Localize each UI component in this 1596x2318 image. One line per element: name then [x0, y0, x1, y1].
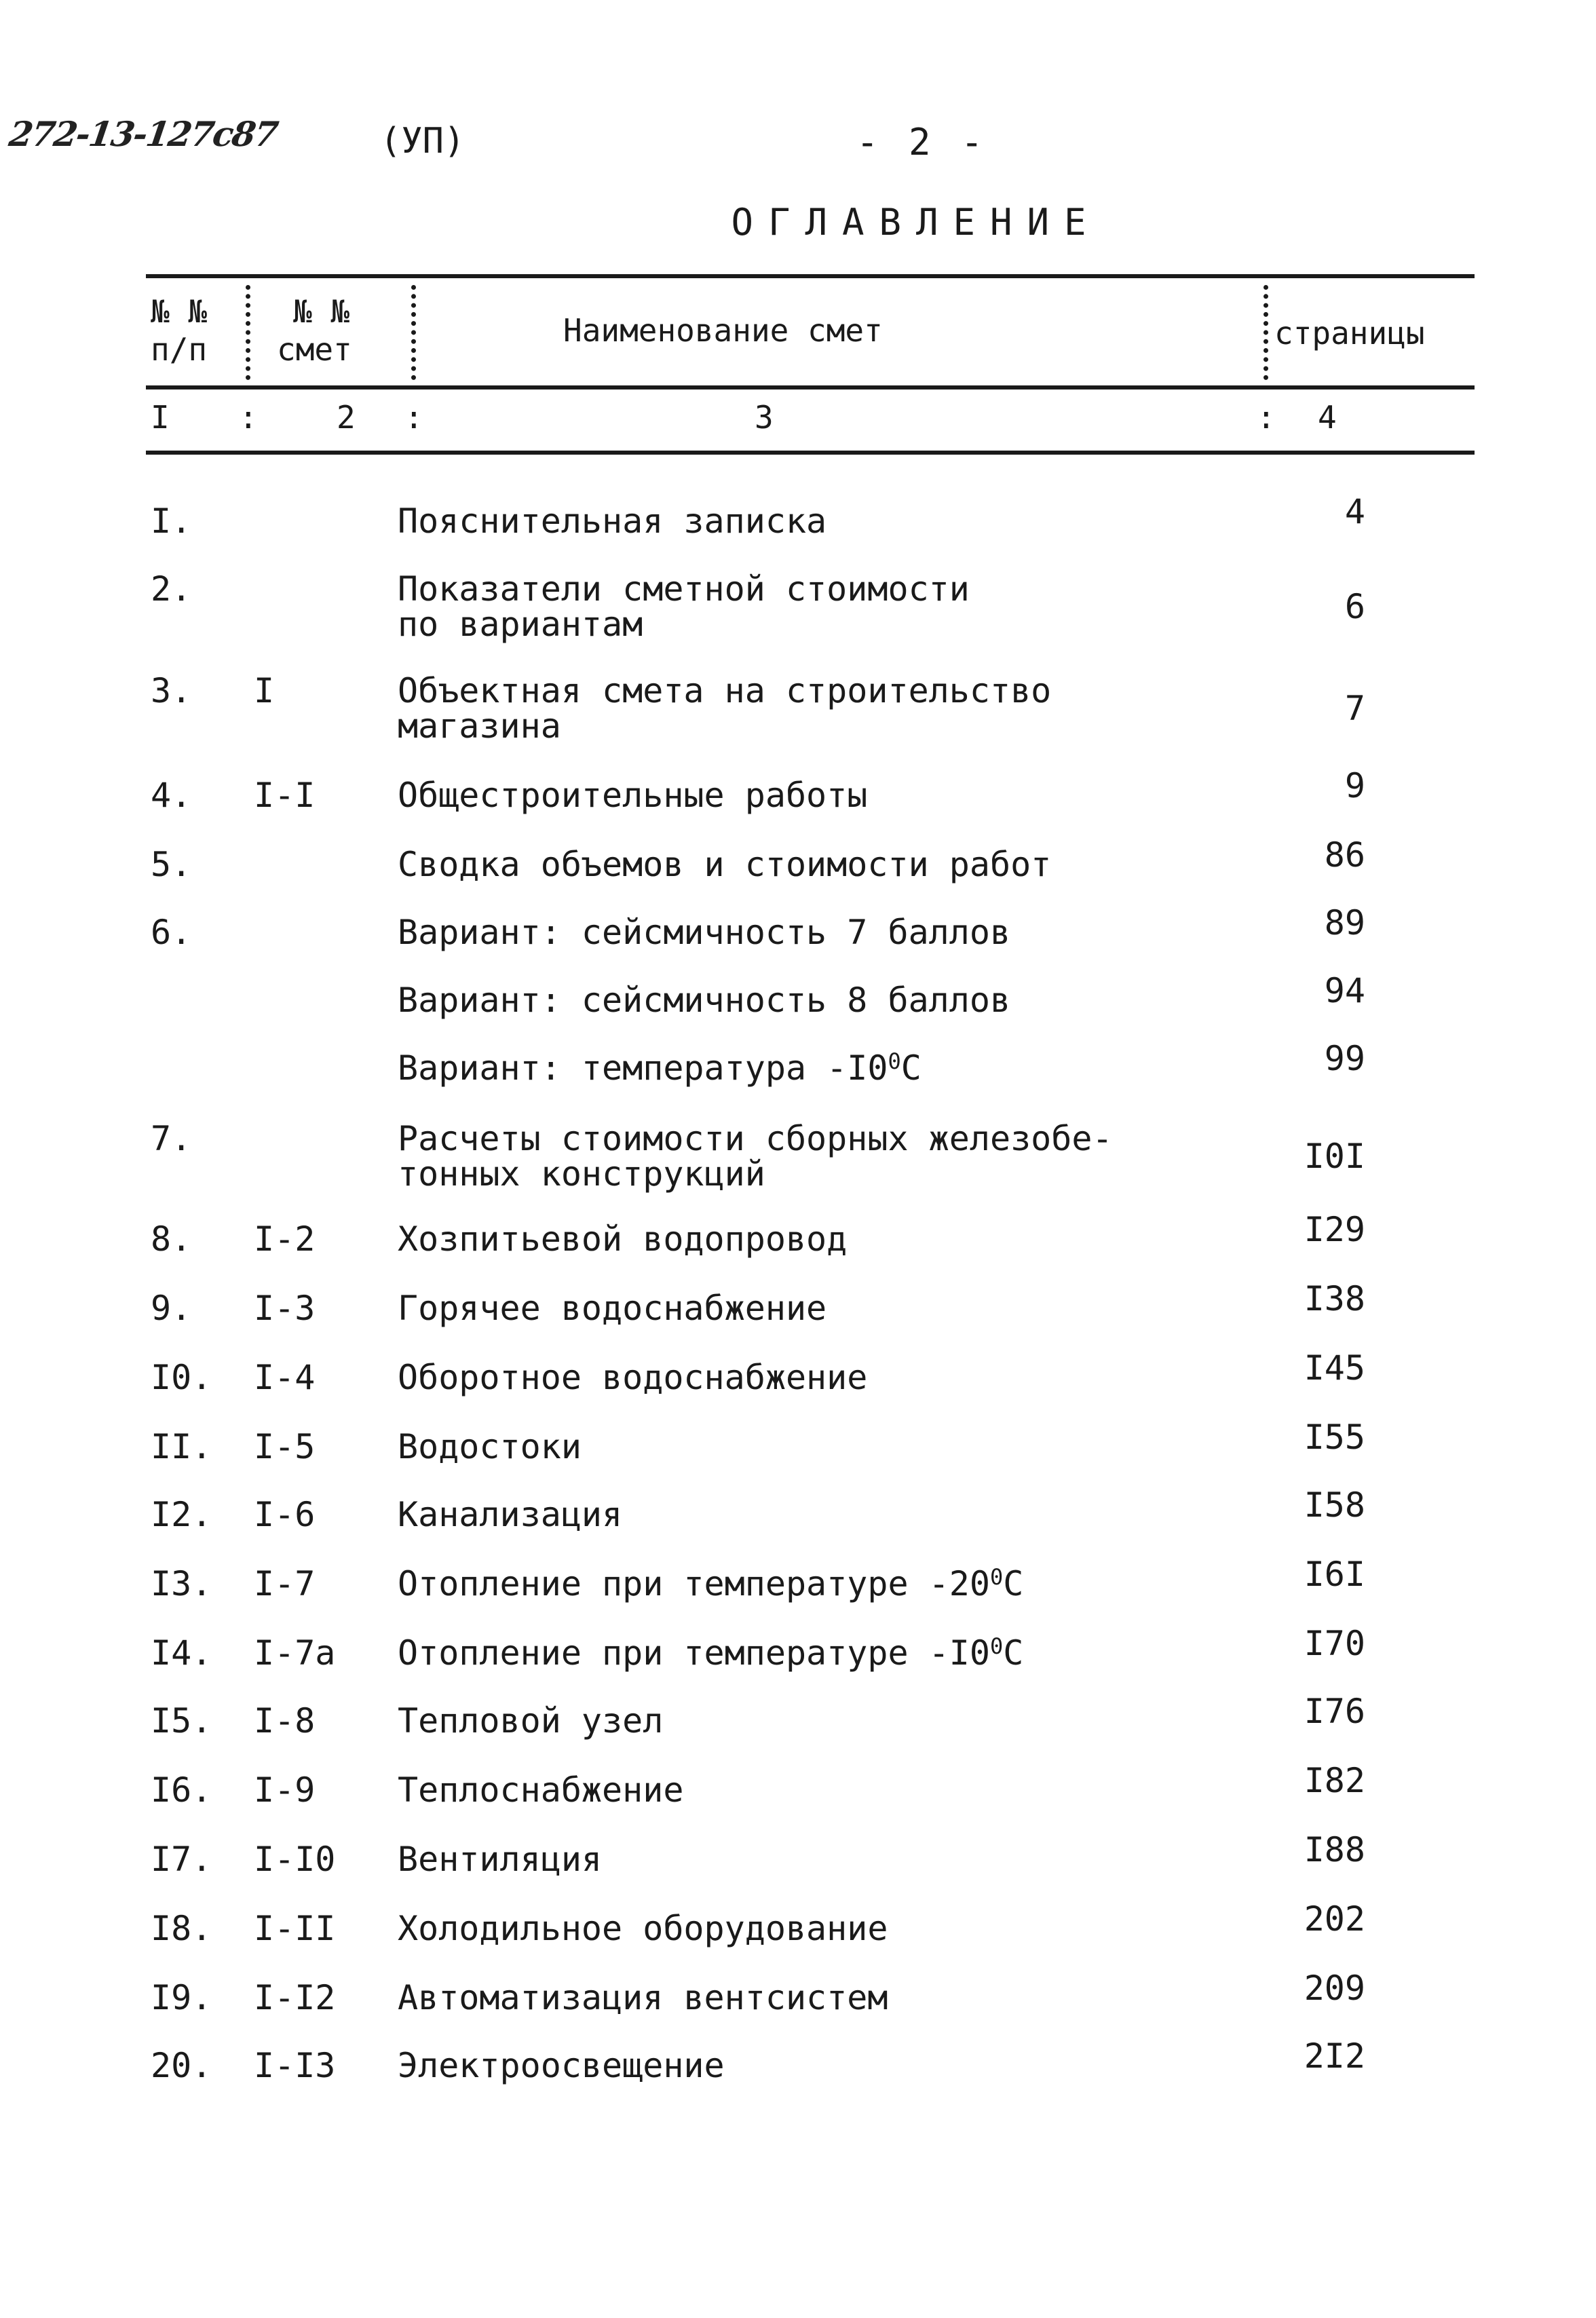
entry-name-line: Пояснительная записка: [398, 501, 827, 541]
entry-smeta-number: I-2: [254, 1219, 316, 1259]
entry-name: [398, 1772, 683, 1808]
entry-smeta-number: I-7а: [254, 1633, 336, 1673]
entry-name: [398, 1566, 1023, 1601]
table-bottom-rule: [146, 451, 1475, 455]
entry-page-number: I45: [1304, 1348, 1365, 1388]
entry-name-line: Канализация: [398, 1495, 623, 1534]
document-code-stamp: 272-13-127с87: [6, 114, 280, 154]
entry-name: [398, 1701, 664, 1741]
entry-name-line: Теплоснабжение: [398, 1770, 684, 1810]
page-title: ОГЛАВЛЕНИЕ: [731, 201, 1101, 244]
entry-smeta-number: I-I3: [254, 2046, 336, 2085]
entry-page-number: 202: [1304, 1899, 1365, 1939]
column-number-sep: :: [1257, 399, 1276, 436]
entry-number: 7.: [151, 1119, 192, 1158]
entry-name-line: по вариантам: [398, 605, 643, 644]
entry-name-line: Общестроительные работы: [398, 776, 868, 815]
entry-name: [398, 1842, 602, 1877]
entry-smeta-number: I-7: [254, 1564, 316, 1603]
entry-number: I0.: [151, 1358, 212, 1397]
entry-name-line: Оборотное водоснабжение: [398, 1358, 868, 1397]
entry-number: I3.: [151, 1564, 212, 1603]
entry-name-text: Отопление при температуре -I0: [398, 1633, 990, 1673]
entry-name-line: Показатели сметной стоимости: [398, 569, 970, 609]
entry-page-number: I6I: [1304, 1555, 1365, 1594]
entry-page-number: 209: [1304, 1969, 1365, 2008]
entry-number: II.: [151, 1427, 212, 1466]
header-col1-line2: п/п: [151, 331, 208, 368]
entry-name: [398, 1221, 847, 1257]
entry-number: 3.: [151, 671, 192, 710]
entry-page-number: 2I2: [1304, 2036, 1365, 2076]
entry-smeta-number: I-5: [254, 1427, 316, 1466]
entry-page-number: I82: [1304, 1761, 1365, 1800]
entry-name-line: Электроосвещение: [398, 2046, 725, 2085]
entry-page-number: I70: [1304, 1624, 1365, 1663]
entry-number: I5.: [151, 1701, 212, 1741]
entry-page-number: I29: [1304, 1210, 1365, 1249]
entry-name: [398, 1497, 622, 1532]
entry-name: [398, 1291, 826, 1326]
entry-name-unit: С: [1003, 1633, 1024, 1673]
column-number-sep: :: [404, 399, 423, 436]
entry-name: [398, 571, 970, 642]
entry-name: [398, 1635, 1023, 1671]
degree-superscript: 0: [989, 1633, 1004, 1659]
entry-name-line: Тепловой узел: [398, 1701, 664, 1741]
column-separator: [246, 285, 250, 380]
table-header-rule: [146, 385, 1475, 390]
entry-name-line: магазина: [398, 706, 561, 746]
entry-smeta-number: I: [254, 671, 275, 710]
entry-page-number: 89: [1324, 903, 1365, 943]
column-separator: [1264, 285, 1268, 380]
entry-smeta-number: I-II: [254, 1909, 336, 1948]
entry-name-line: Горячее водоснабжение: [398, 1289, 827, 1328]
header-col4: страницы: [1274, 315, 1425, 352]
entry-smeta-number: I-8: [254, 1701, 316, 1741]
entry-smeta-number: I-9: [254, 1770, 316, 1810]
entry-page-number: 99: [1324, 1039, 1365, 1078]
entry-name-line: Сводка объемов и стоимости работ: [398, 845, 1052, 884]
entry-number: I9.: [151, 1978, 212, 2017]
entry-name: [398, 2048, 725, 2083]
entry-name-line: Вариант: сейсмичность 7 баллов: [398, 913, 1011, 952]
entry-name-line: Холодильное оборудование: [398, 1909, 888, 1948]
entry-name: [398, 501, 827, 541]
entry-smeta-number: I-4: [254, 1358, 316, 1397]
entry-page-number: 7: [1344, 689, 1365, 728]
column-number-sep: :: [239, 399, 258, 436]
entry-smeta-number: I-6: [254, 1495, 316, 1534]
entry-number: 2.: [151, 569, 192, 609]
entry-smeta-number: I-I0: [254, 1840, 336, 1879]
entry-page-number: 6: [1344, 587, 1365, 626]
header-col1-line1: № №: [151, 293, 208, 330]
entry-name-line: Объектная смета на строительство: [398, 671, 1052, 710]
entry-page-number: 4: [1344, 492, 1365, 531]
entry-name: [398, 847, 1051, 882]
column-separator: [411, 285, 416, 380]
entry-name-text: Отопление при температуре -20: [398, 1564, 990, 1603]
degree-superscript: 0: [989, 1564, 1004, 1590]
column-number-4: 4: [1318, 399, 1337, 436]
entry-name: [398, 983, 1010, 1018]
entry-smeta-number: I-3: [254, 1289, 316, 1328]
entry-number: I7.: [151, 1840, 212, 1879]
degree-superscript: 0: [888, 1048, 901, 1074]
entry-name: [398, 1911, 888, 1946]
entry-page-number: I88: [1304, 1830, 1365, 1869]
entry-page-number: 9: [1344, 766, 1365, 805]
entry-number: 6.: [151, 913, 192, 952]
entry-number: 20.: [151, 2046, 212, 2085]
entry-number: I4.: [151, 1633, 212, 1673]
entry-name: [398, 1980, 888, 2015]
entry-name-line: Хозпитьевой водопровод: [398, 1219, 848, 1259]
entry-page-number: I38: [1304, 1279, 1365, 1318]
entry-number: 5.: [151, 845, 192, 884]
entry-name-line: тонных конструкций: [398, 1154, 765, 1194]
entry-page-number: 94: [1324, 971, 1365, 1010]
entry-page-number: I55: [1304, 1418, 1365, 1457]
section-label: (УП): [380, 121, 466, 162]
entry-page-number: I76: [1304, 1692, 1365, 1731]
entry-number: 8.: [151, 1219, 192, 1259]
entry-name: [398, 778, 867, 813]
entry-number: I8.: [151, 1909, 212, 1948]
entry-name: [398, 673, 1051, 744]
entry-name-text: Вариант: температура -I0: [398, 1048, 888, 1088]
column-number-2: 2: [337, 399, 356, 436]
column-number-3: 3: [755, 399, 774, 436]
entry-page-number: 86: [1324, 835, 1365, 875]
header-col2-line1: № №: [293, 293, 350, 330]
header-col3: Наименование смет: [563, 312, 883, 349]
entry-name: [398, 1121, 1113, 1192]
entry-name-line: Вариант: сейсмичность 8 баллов: [398, 981, 1011, 1020]
entry-number: I.: [151, 501, 192, 541]
entry-name-unit: С: [1003, 1564, 1024, 1603]
entry-number: I6.: [151, 1770, 212, 1810]
entry-name: [398, 1429, 582, 1464]
entry-smeta-number: I-I2: [254, 1978, 336, 2017]
entry-name: [398, 915, 1010, 950]
entry-name: [398, 1050, 922, 1086]
entry-name-line: Водостоки: [398, 1427, 582, 1466]
entry-name-line: Расчеты стоимости сборных железобе-: [398, 1119, 1113, 1158]
entry-smeta-number: I-I: [254, 776, 316, 815]
entry-page-number: I0I: [1304, 1137, 1365, 1176]
entry-name-line: Вентиляция: [398, 1840, 603, 1879]
entry-name-line: Автоматизация вентсистем: [398, 1978, 888, 2017]
header-col2-line2: смет: [277, 331, 352, 368]
entry-number: 4.: [151, 776, 192, 815]
page-number: - 2 -: [856, 121, 987, 164]
entry-number: 9.: [151, 1289, 192, 1328]
column-number-1: I: [151, 399, 170, 436]
entry-name-unit: С: [900, 1048, 922, 1088]
entry-page-number: I58: [1304, 1485, 1365, 1525]
entry-name: [398, 1360, 867, 1395]
entry-number: I2.: [151, 1495, 212, 1534]
table-top-rule: [146, 274, 1475, 278]
